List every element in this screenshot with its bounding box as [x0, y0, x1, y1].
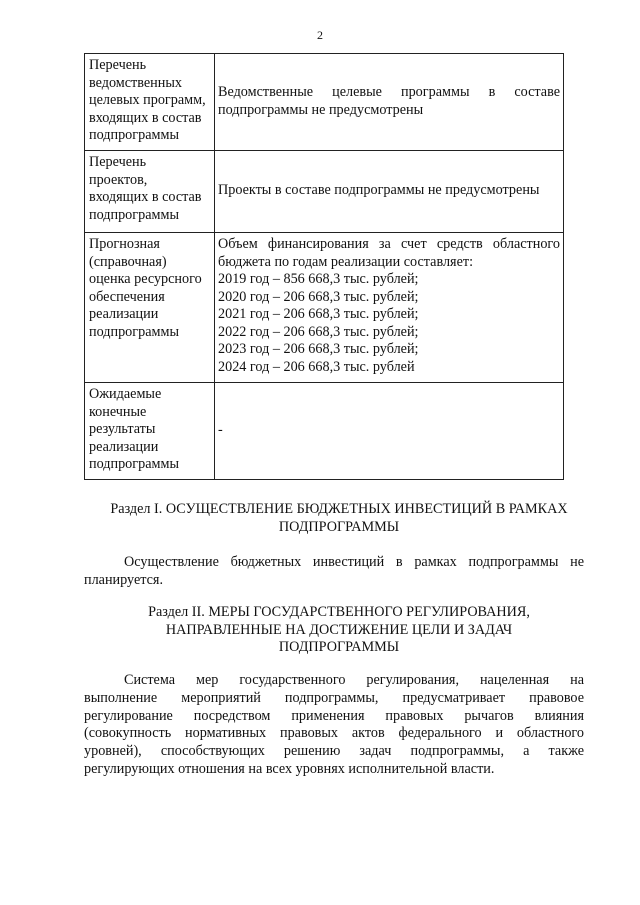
paragraph-line: регулирующих отношения на всех уровнях исполнительной власти. [84, 760, 495, 777]
label-line: (справочная) [89, 253, 167, 270]
label-cell [85, 54, 215, 151]
value-cell [215, 233, 564, 383]
value-line: 2023 год – 206 668,3 тыс. рублей; [218, 341, 419, 357]
value-cell [215, 54, 564, 151]
value-line: подпрограммы не предусмотрены [218, 101, 424, 118]
label-line: Ожидаемые [89, 386, 162, 402]
section-1-heading [84, 501, 594, 536]
paragraph-line: Система мер государственного регулирования, нацеленная на [124, 672, 584, 688]
label-line: Прогнозная [89, 236, 160, 252]
paragraph-line: выполнение мероприятий подпрограммы, предусматривает правовое [84, 689, 584, 706]
section-2-heading [84, 604, 594, 657]
paragraph-line: уровней), способствующих решению задач подпрограммы, а также [84, 743, 584, 760]
label-line: подпрограммы [89, 206, 179, 223]
paragraph-line: Осуществление бюджетных инвестиций в рамках подпрограммы не [124, 554, 584, 570]
value-line: Проекты в составе подпрограммы не предусмотрены [218, 182, 540, 198]
heading-line: ПОДПРОГРАММЫ [278, 518, 400, 535]
value-line: 2024 год – 206 668,3 тыс. рублей [218, 358, 415, 375]
label-line: конечные [89, 403, 147, 420]
label-line: проектов, [89, 171, 148, 188]
label-line: входящих в состав [89, 109, 202, 126]
label-line: целевых программ, [89, 92, 206, 108]
label-line: подпрограммы [89, 456, 179, 472]
section-2-paragraph [84, 672, 584, 779]
label-line: реализации [89, 306, 159, 322]
section-1-paragraph [84, 554, 584, 590]
paragraph-line: (совокупность нормативных правовых актов федерального и областного [84, 725, 584, 742]
label-line: подпрограммы [89, 127, 179, 143]
label-line: входящих в состав [89, 189, 202, 205]
table-row-departmental-programs [85, 54, 564, 151]
value-line: 2021 год – 206 668,3 тыс. рублей; [218, 306, 419, 322]
value-line: 2019 год – 856 668,3 тыс. рублей; [218, 271, 419, 287]
label-cell [85, 383, 215, 480]
value-cell [215, 151, 564, 233]
table-row-resource-estimate [85, 233, 564, 383]
value-line: Ведомственные целевые программы в составе [218, 84, 560, 100]
heading-line: ПОДПРОГРАММЫ [278, 639, 400, 655]
paragraph-line: планируется. [84, 571, 164, 588]
heading-line: НАПРАВЛЕННЫЕ НА ДОСТИЖЕНИЕ ЦЕЛИ И ЗАДАЧ [165, 621, 513, 638]
label-cell [85, 233, 215, 383]
paragraph-line: регулирование посредством применения правовых рычагов влияния [84, 707, 584, 724]
subprogram-passport-table [84, 53, 564, 480]
label-line: реализации [89, 438, 159, 455]
value-line: Объем финансирования за счет средств областного [218, 236, 560, 252]
label-line: ведомственных [89, 74, 182, 91]
table-row-expected-results [85, 383, 564, 480]
value-line: 2022 год – 206 668,3 тыс. рублей; [218, 323, 419, 340]
page-number: 2 [317, 28, 323, 42]
heading-line: Раздел I. ОСУЩЕСТВЛЕНИЕ БЮДЖЕТНЫХ ИНВЕСТИЦИЙ В РАМКАХ [110, 501, 568, 517]
label-cell [85, 151, 215, 233]
label-line: оценка ресурсного [89, 271, 202, 287]
value-cell [215, 383, 564, 480]
value-line: 2020 год – 206 668,3 тыс. рублей; [218, 288, 419, 305]
heading-line: Раздел II. МЕРЫ ГОСУДАРСТВЕННОГО РЕГУЛИРОВАНИЯ, [148, 604, 530, 620]
value-line: - [218, 422, 223, 439]
label-line: обеспечения [89, 288, 165, 305]
label-line: Перечень [89, 57, 147, 73]
table-row-projects [85, 151, 564, 233]
label-line: подпрограммы [89, 323, 179, 340]
label-line: Перечень [89, 154, 147, 170]
value-line: бюджета по годам реализации составляет: [218, 253, 474, 270]
label-line: результаты [89, 421, 156, 437]
